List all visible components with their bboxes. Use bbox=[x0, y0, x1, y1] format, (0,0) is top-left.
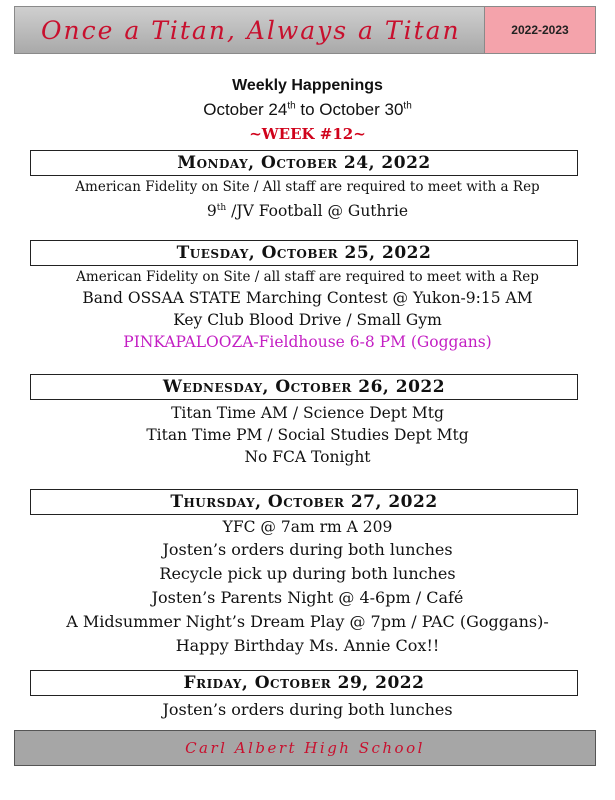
school-name: Carl Albert High School bbox=[185, 739, 425, 757]
motto-text: Once a Titan, Always a Titan bbox=[41, 15, 461, 45]
header-banner bbox=[14, 6, 596, 54]
week-label: ~WEEK #12~ bbox=[249, 125, 366, 143]
motto-box bbox=[15, 7, 484, 53]
event-item: American Fidelity on Site / all staff are required to meet with a Rep bbox=[76, 269, 539, 285]
event-item: Titan Time AM / Science Dept Mtg bbox=[171, 404, 444, 422]
day-heading-wednesday: Wednesday, October 26, 2022 bbox=[30, 374, 578, 400]
event-item: Recycle pick up during both lunches bbox=[159, 564, 456, 583]
events-friday bbox=[0, 698, 615, 722]
school-year-box bbox=[484, 7, 595, 53]
event-item: American Fidelity on Site / All staff are required to meet with a Rep bbox=[75, 179, 540, 195]
event-item: Josten’s orders during both lunches bbox=[162, 700, 453, 719]
events-thursday bbox=[0, 516, 615, 658]
event-item: A Midsummer Night’s Dream Play @ 7pm / PAC (Goggans)- bbox=[66, 612, 549, 631]
events-monday bbox=[0, 178, 615, 222]
date-range: October 24th to October 30th bbox=[203, 100, 412, 119]
event-item: Band OSSAA STATE Marching Contest @ Yukon-9:15 AM bbox=[82, 289, 533, 307]
day-heading-tuesday: Tuesday, October 25, 2022 bbox=[30, 240, 578, 266]
events-wednesday bbox=[0, 402, 615, 468]
event-item: No FCA Tonight bbox=[244, 448, 371, 466]
event-item: Josten’s orders during both lunches bbox=[162, 540, 453, 559]
event-item: Happy Birthday Ms. Annie Cox!! bbox=[175, 636, 440, 655]
day-heading-thursday: Thursday, October 27, 2022 bbox=[30, 489, 578, 515]
event-item: 9th /JV Football @ Guthrie bbox=[206, 202, 409, 221]
event-item: Josten’s Parents Night @ 4-6pm / Café bbox=[151, 588, 464, 607]
page-title: Weekly Happenings bbox=[232, 77, 383, 94]
events-tuesday bbox=[0, 268, 615, 353]
day-heading-friday: Friday, October 29, 2022 bbox=[30, 670, 578, 696]
event-item: Key Club Blood Drive / Small Gym bbox=[173, 311, 442, 329]
footer-banner bbox=[14, 730, 596, 766]
event-item: YFC @ 7am rm A 209 bbox=[222, 518, 393, 536]
event-item-highlight: PINKAPALOOZA-Fieldhouse 6-8 PM (Goggans) bbox=[123, 333, 492, 351]
school-year: 2022-2023 bbox=[511, 23, 569, 37]
event-item: Titan Time PM / Social Studies Dept Mtg bbox=[146, 426, 469, 444]
day-heading-monday: Monday, October 24, 2022 bbox=[30, 150, 578, 176]
